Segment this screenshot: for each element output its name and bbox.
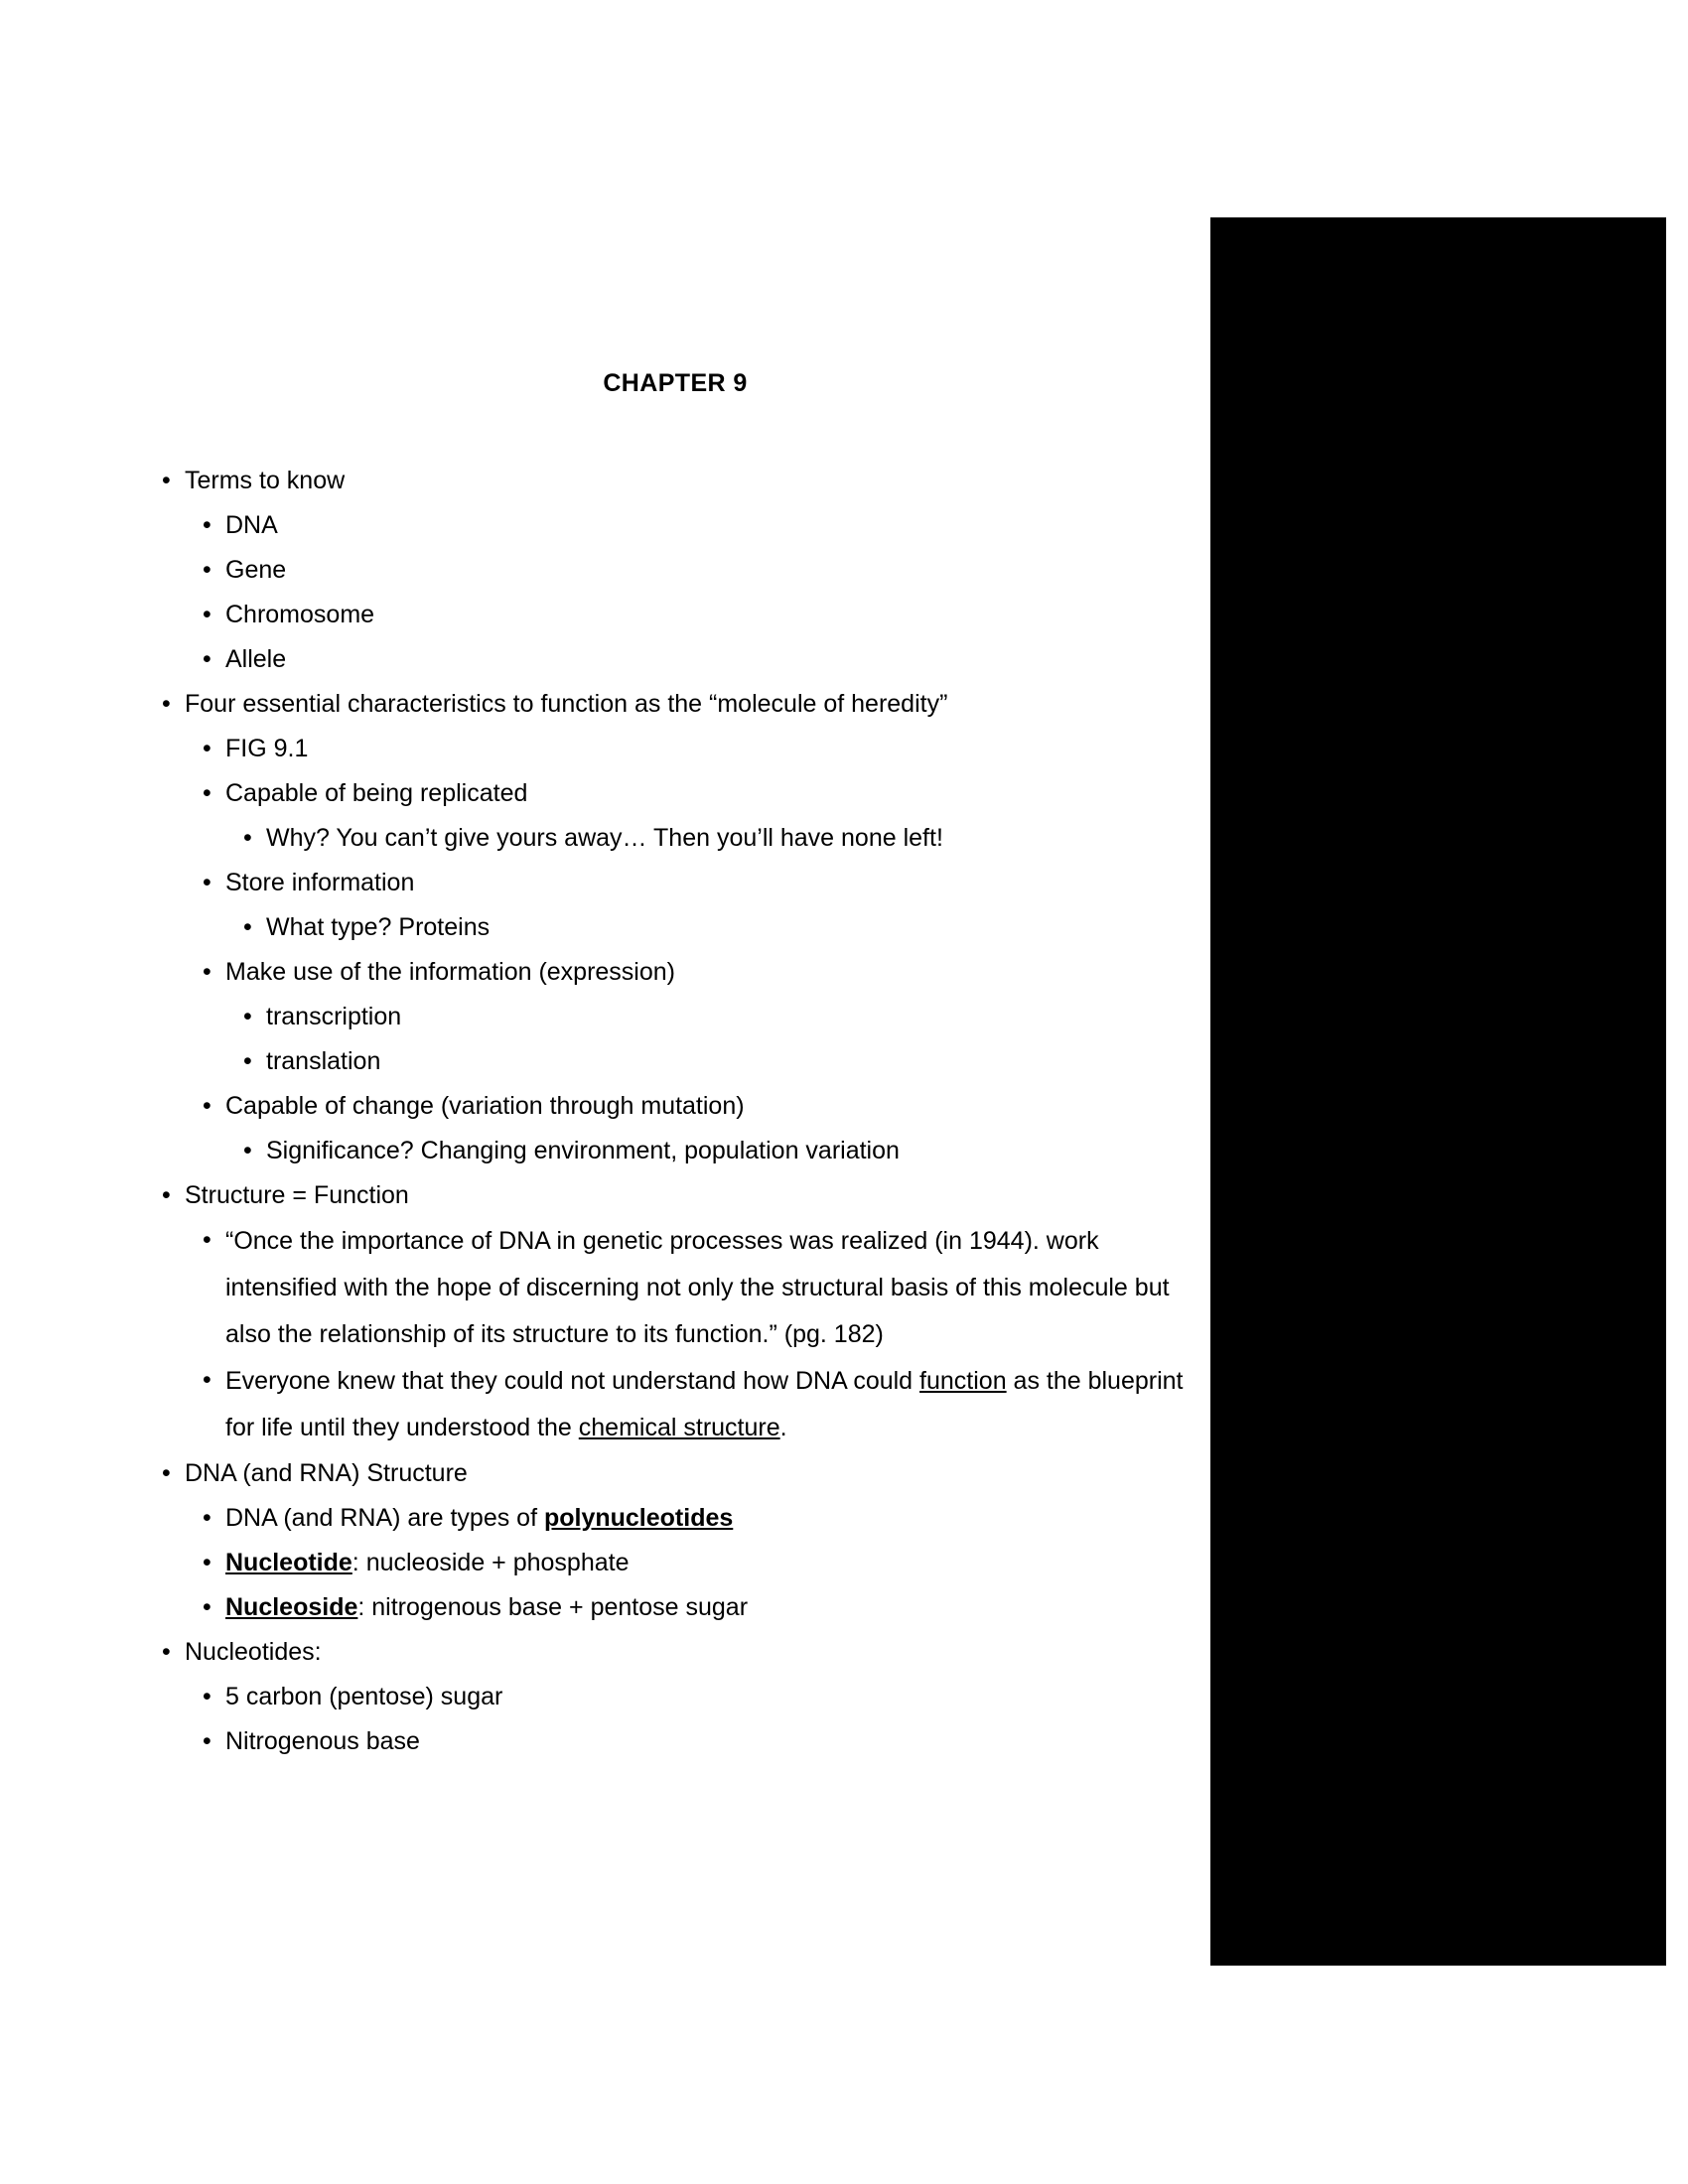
outline-item xyxy=(0,1719,1201,1764)
outline-item-label: Capable of being replicated xyxy=(225,779,528,807)
plain-text: . xyxy=(779,1414,787,1441)
outline-item xyxy=(0,1451,1201,1496)
outline-item-label: Nucleotides: xyxy=(185,1638,322,1666)
bullet-icon: • xyxy=(203,958,211,986)
bullet-icon: • xyxy=(203,1549,211,1576)
outline-item xyxy=(0,637,1201,682)
bullet-icon: • xyxy=(243,1047,252,1075)
bullet-icon: • xyxy=(243,824,252,852)
outline-item-label: Chromosome xyxy=(225,601,375,628)
outline-item-label: Terms to know xyxy=(185,467,346,494)
bullet-icon: • xyxy=(243,913,252,941)
bullet-icon: • xyxy=(203,1226,211,1254)
plain-text: : nucleoside + phosphate xyxy=(352,1549,630,1576)
bullet-icon: • xyxy=(203,1366,211,1394)
bullet-icon: • xyxy=(203,1504,211,1532)
bullet-icon: • xyxy=(203,1593,211,1621)
bullet-icon: • xyxy=(243,1137,252,1164)
emphasis-underline: function xyxy=(919,1367,1007,1395)
outline-item-label xyxy=(0,1585,1201,1630)
outline-item-label xyxy=(0,1541,1201,1585)
outline-item-label: Nitrogenous base xyxy=(225,1727,420,1755)
outline-item-label xyxy=(0,1496,1201,1541)
outline-item-label: Gene xyxy=(225,556,287,584)
outline-item xyxy=(0,1129,1201,1173)
outline-item-label: Structure = Function xyxy=(185,1181,409,1209)
bullet-icon: • xyxy=(162,467,171,494)
plain-text: : nitrogenous base + pentose sugar xyxy=(357,1593,749,1621)
outline-item-label: Why? You can’t give yours away… Then you’ll have none left! xyxy=(266,824,943,852)
bullet-icon: • xyxy=(203,645,211,673)
outline-item-label: DNA (and RNA) Structure xyxy=(185,1459,468,1487)
outline-list xyxy=(0,459,1201,1764)
outline-item xyxy=(0,861,1201,905)
outline-item xyxy=(0,905,1201,950)
bullet-icon: • xyxy=(162,1459,171,1487)
page-title: CHAPTER 9 xyxy=(603,369,748,397)
outline-item-label: Significance? Changing environment, population variation xyxy=(266,1137,900,1164)
outline-item xyxy=(0,1496,1201,1541)
outline-item-label xyxy=(0,1358,1201,1451)
outline-item xyxy=(0,950,1201,995)
outline-item-label: “Once the importance of DNA in genetic processes was realized (in 1944). work intensified with the hope of discerning not only the structural basis of this molecule but also the relationship of its structure to its function.” (pg. 182) xyxy=(225,1227,1170,1348)
bullet-icon: • xyxy=(203,1727,211,1755)
outline-item xyxy=(0,1358,1201,1451)
outline-item xyxy=(0,1585,1201,1630)
outline-item-label: Store information xyxy=(225,869,415,896)
plain-text: DNA (and RNA) are types of xyxy=(225,1504,544,1532)
outline-item xyxy=(0,1218,1201,1358)
bullet-icon: • xyxy=(203,1092,211,1120)
outline-item-label: DNA xyxy=(225,511,278,539)
bullet-icon: • xyxy=(162,1181,171,1209)
plain-text: as the blueprint for life until they understood the xyxy=(225,1367,1184,1441)
emphasis-underline: chemical structure xyxy=(578,1414,780,1441)
emphasis-bold-underline: Nucleotide xyxy=(225,1549,352,1576)
outline-item xyxy=(0,1084,1201,1129)
bullet-icon: • xyxy=(203,735,211,762)
outline-item xyxy=(0,995,1201,1039)
outline-item-label: What type? Proteins xyxy=(266,913,491,941)
emphasis-bold-underline: polynucleotides xyxy=(543,1504,734,1532)
outline-item xyxy=(0,593,1201,637)
outline-item xyxy=(0,1541,1201,1585)
outline-item xyxy=(0,816,1201,861)
bullet-icon: • xyxy=(162,1638,171,1666)
bullet-icon: • xyxy=(203,601,211,628)
outline-item-label: 5 carbon (pentose) sugar xyxy=(225,1683,503,1710)
outline-item-label: Capable of change (variation through mutation) xyxy=(225,1092,745,1120)
bullet-icon: • xyxy=(162,690,171,718)
bullet-icon: • xyxy=(203,869,211,896)
bullet-icon: • xyxy=(203,511,211,539)
outline-item-label: Four essential characteristics to function as the “molecule of heredity” xyxy=(185,690,948,718)
outline-item-label: Make use of the information (expression) xyxy=(225,958,675,986)
outline-item xyxy=(0,1173,1201,1218)
outline-item xyxy=(0,727,1201,771)
outline-item-label: FIG 9.1 xyxy=(225,735,309,762)
plain-text: Everyone knew that they could not understand how DNA could xyxy=(225,1367,920,1395)
outline-item-label: translation xyxy=(266,1047,381,1075)
outline-item xyxy=(0,1675,1201,1719)
outline-item-label: Allele xyxy=(225,645,287,673)
outline-item xyxy=(0,1039,1201,1084)
outline-item xyxy=(0,771,1201,816)
bullet-icon: • xyxy=(203,556,211,584)
outline-item xyxy=(0,1630,1201,1675)
emphasis-bold-underline: Nucleoside xyxy=(225,1593,358,1621)
outline-item xyxy=(0,503,1201,548)
bullet-icon: • xyxy=(203,779,211,807)
outline-item xyxy=(0,548,1201,593)
outline-item xyxy=(0,682,1201,727)
outline-item xyxy=(0,459,1201,503)
outline-item-label: transcription xyxy=(266,1003,402,1030)
bullet-icon: • xyxy=(243,1003,252,1030)
redacted-image-block xyxy=(1210,217,1666,1966)
bullet-icon: • xyxy=(203,1683,211,1710)
